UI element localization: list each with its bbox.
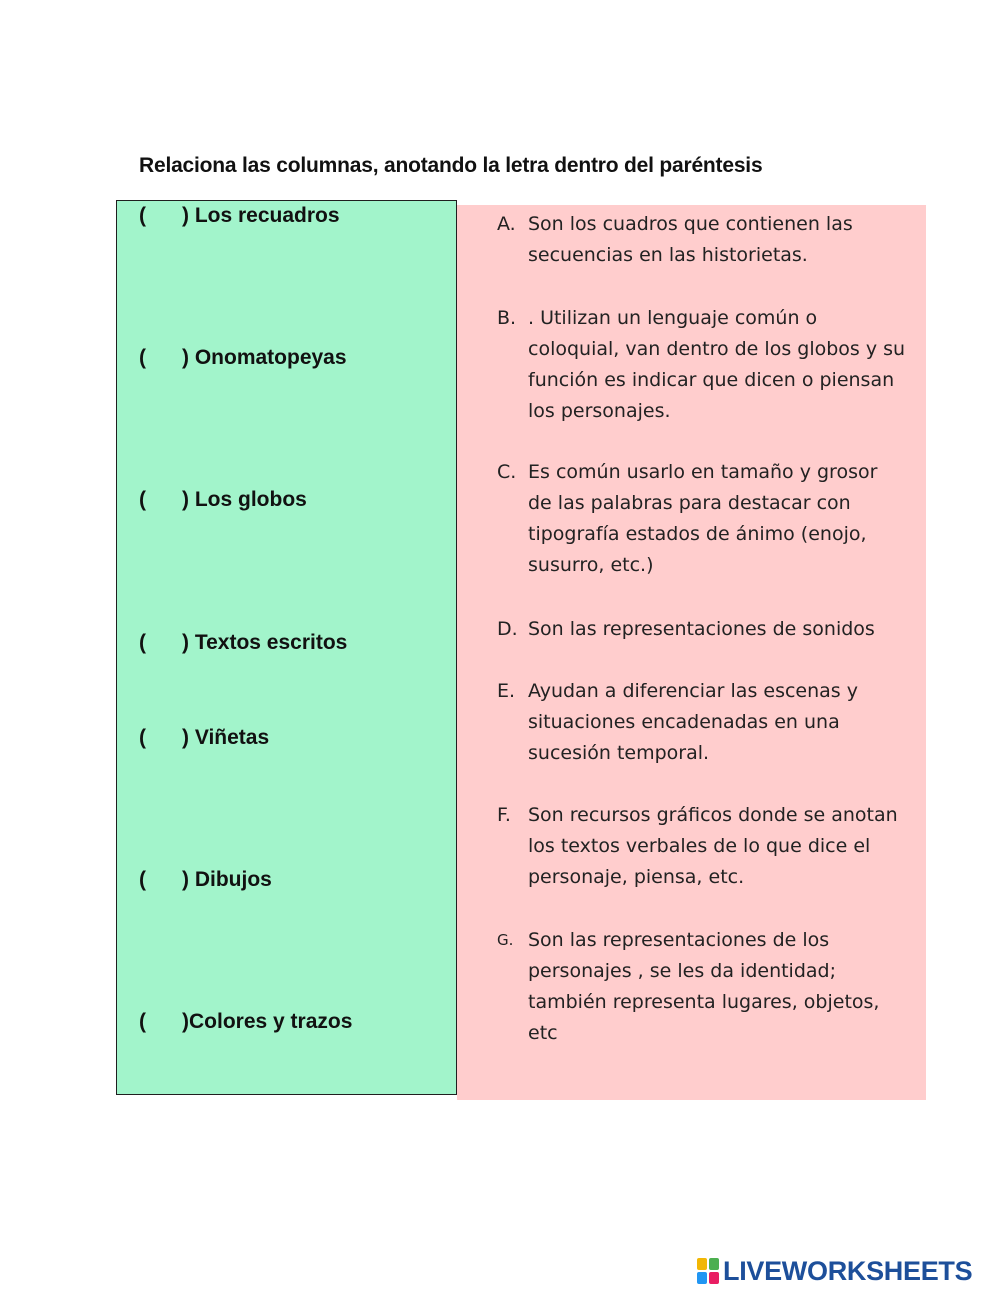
definition-text: Ayudan a diferenciar las escenas y situaciones encadenadas en una sucesión temporal. [528, 680, 858, 764]
definition-item [497, 209, 907, 271]
liveworksheets-logo[interactable] [697, 1253, 972, 1289]
logo-square [709, 1258, 719, 1270]
term-label: ) Dibujos [182, 868, 272, 891]
definition-text: Son las representaciones de los personajes , se les da identidad; también representa lugares, objetos, etc [528, 929, 880, 1044]
definition-text: Son las representaciones de sonidos [528, 618, 875, 640]
definition-item [497, 800, 907, 893]
answer-blank[interactable]: ( [139, 868, 146, 891]
term-label: ) Onomatopeyas [182, 346, 347, 369]
answer-blank[interactable]: ( [139, 1010, 146, 1033]
definition-text: Es común usarlo en tamaño y grosor de las palabras para destacar con tipografía estados de ánimo (enojo, susurro, etc.) [528, 461, 878, 576]
term-item [139, 1010, 352, 1034]
term-item [139, 346, 347, 370]
term-item [139, 204, 340, 228]
definition-letter: B. [497, 307, 517, 329]
term-item [139, 868, 272, 892]
term-item [139, 726, 269, 750]
definition-item [497, 925, 907, 1049]
terms-column [116, 200, 457, 1095]
logo-text: LIVEWORKSHEETS [723, 1255, 973, 1286]
definition-text: Son recursos gráficos donde se anotan los textos verbales de lo que dice el personaje, piensa, etc. [528, 804, 898, 888]
definition-item [497, 614, 907, 645]
definition-item [497, 303, 907, 427]
logo-square [697, 1258, 707, 1270]
logo-mark-icon [697, 1258, 719, 1284]
definition-letter: C. [497, 461, 517, 483]
answer-blank[interactable]: ( [139, 726, 146, 749]
answer-blank[interactable]: ( [139, 488, 146, 511]
logo-square [697, 1272, 707, 1284]
term-label: ) Viñetas [182, 726, 270, 749]
definition-item [497, 676, 907, 769]
instruction-heading: Relaciona las columnas, anotando la letra dentro del paréntesis [139, 154, 763, 177]
term-label: ) Los recuadros [182, 204, 340, 227]
term-item [139, 631, 347, 655]
definition-letter: E. [497, 680, 516, 702]
term-label: ) Textos escritos [182, 631, 348, 654]
definition-letter: D. [497, 618, 518, 640]
definition-letter: F. [497, 804, 511, 826]
answer-blank[interactable]: ( [139, 204, 146, 227]
term-label: )Colores y trazos [182, 1010, 353, 1033]
definition-letter: G. [497, 931, 514, 949]
definitions-column [457, 205, 926, 1100]
term-item [139, 488, 307, 512]
logo-square [709, 1272, 719, 1284]
answer-blank[interactable]: ( [139, 631, 146, 654]
answer-blank[interactable]: ( [139, 346, 146, 369]
definition-item [497, 457, 907, 581]
definition-text: . Utilizan un lenguaje común o coloquial, van dentro de los globos y su función es indicar que dicen o piensan los personajes. [528, 307, 906, 422]
term-label: ) Los globos [182, 488, 307, 511]
definition-letter: A. [497, 213, 516, 235]
definition-text: Son los cuadros que contienen las secuencias en las historietas. [528, 213, 853, 266]
